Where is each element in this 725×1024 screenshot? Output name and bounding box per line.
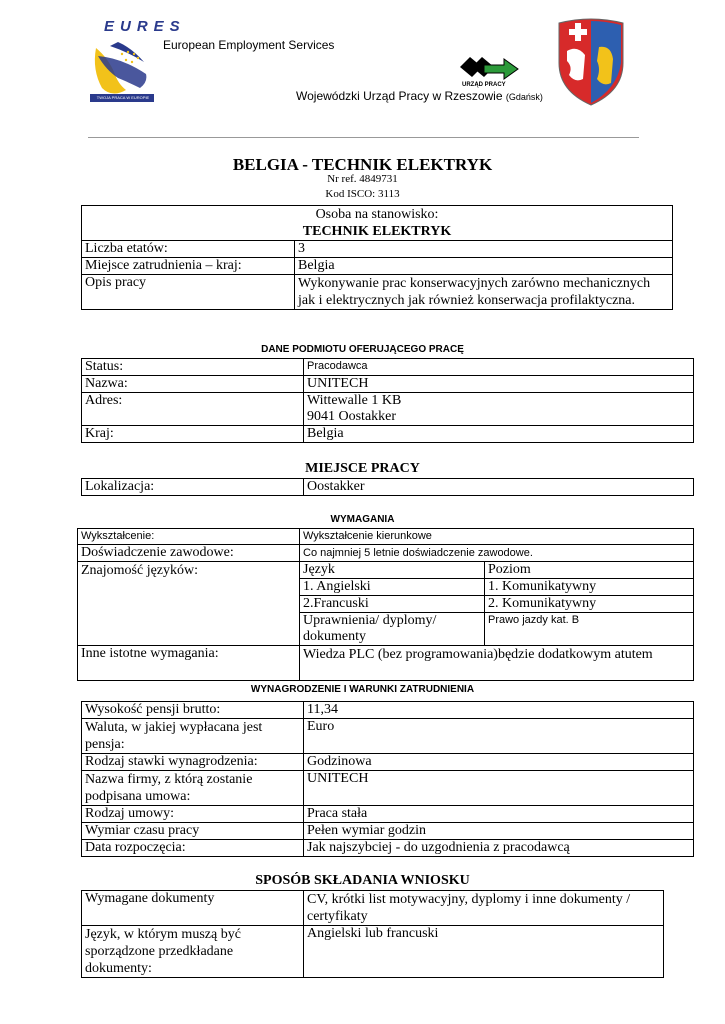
gross-salary-value: 11,34	[304, 702, 694, 719]
country-label: Kraj:	[82, 426, 304, 443]
table-row	[82, 891, 664, 926]
table-row	[82, 926, 664, 978]
location-label: Lokalizacja:	[82, 479, 304, 496]
row-label: Opis pracy	[82, 275, 295, 310]
table-row	[82, 393, 694, 426]
office-label: Wojewódzki Urząd Pracy w Rzeszowie	[296, 89, 503, 103]
languages-label: Znajomość języków:	[78, 562, 300, 646]
contract-type-value: Praca stała	[304, 806, 694, 823]
licenses-value: Prawo jazdy kat. B	[485, 613, 694, 646]
name-label: Nazwa:	[82, 376, 304, 393]
salary-heading: WYNAGRODZENIE I WARUNKI ZATRUDNIENIA	[250, 684, 475, 695]
required-documents-label: Wymagane dokumenty	[82, 891, 304, 926]
status-value: Pracodawca	[304, 359, 694, 376]
required-documents-value: CV, krótki list motywacyjny, dyplomy i inne dokumenty / certyfikaty	[304, 891, 664, 926]
table-row	[82, 359, 694, 376]
svg-text:URZĄD PRACY: URZĄD PRACY	[462, 82, 506, 88]
table-row	[82, 840, 694, 857]
table-row	[82, 241, 673, 258]
rate-type-label: Rodzaj stawki wynagrodzenia:	[82, 754, 304, 771]
working-time-label: Wymiar czasu pracy	[82, 823, 304, 840]
application-heading: SPOSÓB SKŁADANIA WNIOSKU	[255, 873, 470, 888]
isco-code: Kod ISCO: 3113	[325, 188, 400, 200]
other-requirements-value: Wiedza PLC (bez programowania)będzie dodatkowym atutem	[300, 646, 694, 681]
document-language-value: Angielski lub francuski	[304, 926, 664, 978]
table-row	[82, 258, 673, 275]
table-row	[78, 646, 694, 681]
coat-of-arms	[555, 17, 627, 107]
country-value: Belgia	[304, 426, 694, 443]
level-column-header: Poziom	[485, 562, 694, 579]
table-row	[78, 545, 694, 562]
status-label: Status:	[82, 359, 304, 376]
languages-header-row	[78, 562, 694, 579]
job-header-row	[82, 206, 673, 241]
contract-company-label: Nazwa firmy, z którą zostanie podpisana umowa:	[82, 771, 304, 806]
table-row	[82, 275, 673, 310]
education-label: Wykształcenie:	[78, 529, 300, 545]
table-row	[82, 479, 694, 496]
eures-tagline: TWOJA PRACA W EUROPIE	[96, 95, 150, 100]
employer-heading: DANE PODMIOTU OFERUJĄCEGO PRACĘ	[261, 344, 464, 355]
table-row	[82, 823, 694, 840]
contract-type-label: Rodzaj umowy:	[82, 806, 304, 823]
rate-type-value: Godzinowa	[304, 754, 694, 771]
address-label: Adres:	[82, 393, 304, 426]
reference-number: Nr ref. 4849731	[327, 173, 398, 185]
address-line-1: Wittewalle 1 KB	[307, 393, 402, 408]
document-language-label: Język, w którym muszą być sporządzone przedkładane dokumenty:	[82, 926, 304, 978]
education-value: Wykształcenie kierunkowe	[300, 529, 694, 545]
currency-value: Euro	[304, 719, 694, 754]
employer-table	[81, 358, 694, 443]
office-name	[296, 89, 543, 103]
table-row	[82, 376, 694, 393]
table-row	[82, 719, 694, 754]
application-table	[81, 890, 664, 978]
page-title: BELGIA - TECHNIK ELEKTRYK	[232, 155, 493, 174]
workplace-heading: MIEJSCE PRACY	[305, 461, 420, 476]
requirements-table	[77, 528, 694, 681]
language-level: 2. Komunikatywny	[485, 596, 694, 613]
start-date-label: Data rozpoczęcia:	[82, 840, 304, 857]
row-label: Miejsce zatrudnienia – kraj:	[82, 258, 295, 275]
row-value: Belgia	[295, 258, 673, 275]
job-table	[81, 205, 673, 310]
language-name: 1. Angielski	[300, 579, 485, 596]
table-row	[78, 529, 694, 545]
contract-company-value: UNITECH	[304, 771, 694, 806]
table-row	[82, 806, 694, 823]
urzad-pracy-logo	[458, 53, 520, 89]
location-value: Oostakker	[304, 479, 694, 496]
row-value: Wykonywanie prac konserwacyjnych zarówno mechanicznych jak i elektrycznych jak również konserwacja profilaktyczna.	[295, 275, 673, 310]
address-line-2: 9041 Oostakker	[307, 409, 397, 424]
currency-label: Waluta, w jakiej wypłacana jest pensja:	[82, 719, 304, 754]
header-divider	[88, 137, 639, 138]
language-level: 1. Komunikatywny	[485, 579, 694, 596]
job-position-title: TECHNIK ELEKTRYK	[302, 224, 452, 239]
table-row	[82, 426, 694, 443]
salary-table	[81, 701, 694, 857]
other-requirements-label: Inne istotne wymagania:	[78, 646, 300, 681]
ees-label: European Employment Services	[163, 38, 335, 52]
working-time-value: Pełen wymiar godzin	[304, 823, 694, 840]
eures-logo-text: EURES	[104, 18, 186, 35]
gross-salary-label: Wysokość pensji brutto:	[82, 702, 304, 719]
table-row	[82, 754, 694, 771]
address-value	[304, 393, 694, 426]
row-label: Liczba etatów:	[82, 241, 295, 258]
job-header-label: Osoba na stanowisko:	[315, 207, 439, 222]
table-row	[82, 702, 694, 719]
workplace-table	[81, 478, 694, 496]
start-date-value: Jak najszybciej - do uzgodnienia z pracodawcą	[304, 840, 694, 857]
row-value: 3	[295, 241, 673, 258]
office-note: (Gdańsk)	[505, 92, 543, 102]
experience-value: Co najmniej 5 letnie doświadczenie zawodowe.	[300, 545, 694, 562]
licenses-label: Uprawnienia/ dyplomy/ dokumenty	[300, 613, 485, 646]
language-column-header: Język	[300, 562, 485, 579]
experience-label: Doświadczenie zawodowe:	[78, 545, 300, 562]
name-value: UNITECH	[304, 376, 694, 393]
table-row	[82, 771, 694, 806]
requirements-heading: WYMAGANIA	[330, 514, 395, 525]
language-name: 2.Francuski	[300, 596, 485, 613]
